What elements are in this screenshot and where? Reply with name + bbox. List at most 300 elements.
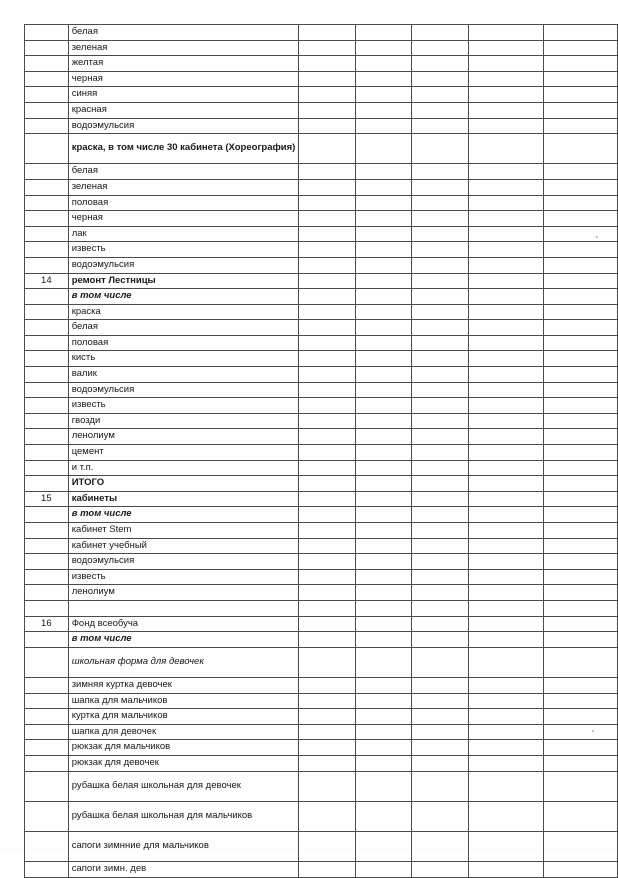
item-name-cell: известь	[68, 569, 299, 585]
empty-value-cell	[412, 600, 468, 616]
empty-value-cell	[299, 289, 355, 305]
empty-value-cell	[355, 304, 411, 320]
empty-value-cell	[355, 273, 411, 289]
table-row	[25, 831, 618, 861]
row-number-cell	[25, 600, 69, 616]
item-name-cell: известь	[68, 242, 299, 258]
empty-value-cell	[299, 118, 355, 134]
item-name-cell: черная	[68, 71, 299, 87]
item-name-cell: рюкзак для мальчиков	[68, 740, 299, 756]
empty-value-cell	[543, 367, 617, 383]
empty-value-cell	[355, 87, 411, 103]
empty-value-cell	[355, 538, 411, 554]
empty-value-cell	[412, 693, 468, 709]
table-row	[25, 771, 618, 801]
item-name-cell: рюкзак для девочек	[68, 755, 299, 771]
empty-value-cell	[355, 709, 411, 725]
item-name-cell: валик	[68, 367, 299, 383]
empty-value-cell	[412, 585, 468, 601]
item-name-cell: половая	[68, 195, 299, 211]
empty-value-cell	[355, 102, 411, 118]
empty-value-cell	[543, 351, 617, 367]
table-row	[25, 351, 618, 367]
empty-value-cell	[299, 273, 355, 289]
table-row	[25, 242, 618, 258]
empty-value-cell	[412, 554, 468, 570]
empty-value-cell	[299, 56, 355, 72]
row-number-cell	[25, 164, 69, 180]
empty-value-cell	[543, 226, 617, 242]
row-number-cell	[25, 429, 69, 445]
empty-value-cell	[468, 445, 543, 461]
row-number-cell	[25, 289, 69, 305]
empty-value-cell	[412, 491, 468, 507]
empty-value-cell	[355, 647, 411, 677]
materials-table	[24, 24, 618, 878]
empty-value-cell	[543, 647, 617, 677]
empty-value-cell	[468, 25, 543, 41]
table-row	[25, 600, 618, 616]
item-name-cell: ремонт Лестницы	[68, 273, 299, 289]
item-name-cell: рубашка белая школьная для мальчиков	[68, 801, 299, 831]
empty-value-cell	[299, 71, 355, 87]
table-row	[25, 724, 618, 740]
empty-value-cell	[299, 693, 355, 709]
row-number-cell	[25, 257, 69, 273]
item-name-cell: краска, в том числе 30 кабинета (Хореография)	[68, 134, 299, 164]
row-number-cell	[25, 460, 69, 476]
empty-value-cell	[299, 740, 355, 756]
empty-value-cell	[468, 413, 543, 429]
empty-value-cell	[468, 862, 543, 878]
empty-value-cell	[355, 724, 411, 740]
row-number-cell	[25, 476, 69, 492]
empty-value-cell	[355, 554, 411, 570]
item-name-cell: краска	[68, 304, 299, 320]
empty-value-cell	[543, 179, 617, 195]
empty-value-cell	[412, 740, 468, 756]
table-row	[25, 740, 618, 756]
empty-value-cell	[468, 616, 543, 632]
empty-value-cell	[299, 600, 355, 616]
empty-value-cell	[412, 755, 468, 771]
empty-value-cell	[299, 335, 355, 351]
empty-value-cell	[299, 226, 355, 242]
empty-value-cell	[412, 460, 468, 476]
empty-value-cell	[468, 491, 543, 507]
empty-value-cell	[299, 164, 355, 180]
empty-value-cell	[543, 445, 617, 461]
empty-value-cell	[299, 476, 355, 492]
empty-value-cell	[412, 179, 468, 195]
empty-value-cell	[468, 523, 543, 539]
empty-value-cell	[543, 118, 617, 134]
item-name-cell: в том числе	[68, 507, 299, 523]
empty-value-cell	[355, 289, 411, 305]
empty-value-cell	[412, 164, 468, 180]
table-row	[25, 398, 618, 414]
empty-value-cell	[412, 538, 468, 554]
empty-value-cell	[412, 709, 468, 725]
scan-speck	[596, 236, 598, 238]
empty-value-cell	[355, 179, 411, 195]
empty-value-cell	[412, 25, 468, 41]
row-number-cell	[25, 40, 69, 56]
empty-value-cell	[543, 398, 617, 414]
empty-value-cell	[355, 460, 411, 476]
empty-value-cell	[412, 523, 468, 539]
empty-value-cell	[468, 632, 543, 648]
empty-value-cell	[355, 523, 411, 539]
empty-value-cell	[355, 693, 411, 709]
empty-value-cell	[468, 102, 543, 118]
empty-value-cell	[355, 740, 411, 756]
table-row	[25, 507, 618, 523]
empty-value-cell	[543, 538, 617, 554]
empty-value-cell	[412, 211, 468, 227]
row-number-cell	[25, 831, 69, 861]
empty-value-cell	[355, 507, 411, 523]
empty-value-cell	[543, 677, 617, 693]
empty-value-cell	[543, 616, 617, 632]
empty-value-cell	[412, 351, 468, 367]
table-row	[25, 367, 618, 383]
item-name-cell: шапка для девочек	[68, 724, 299, 740]
item-name-cell: желтая	[68, 56, 299, 72]
table-row	[25, 56, 618, 72]
empty-value-cell	[468, 569, 543, 585]
empty-value-cell	[468, 56, 543, 72]
item-name-cell: гвозди	[68, 413, 299, 429]
empty-value-cell	[468, 335, 543, 351]
item-name-cell: красная	[68, 102, 299, 118]
empty-value-cell	[299, 507, 355, 523]
empty-value-cell	[299, 724, 355, 740]
empty-value-cell	[299, 40, 355, 56]
row-number-cell: 15	[25, 491, 69, 507]
empty-value-cell	[299, 709, 355, 725]
empty-value-cell	[543, 709, 617, 725]
empty-value-cell	[468, 179, 543, 195]
table-body	[25, 25, 618, 878]
empty-value-cell	[412, 335, 468, 351]
empty-value-cell	[412, 195, 468, 211]
empty-value-cell	[299, 304, 355, 320]
empty-value-cell	[543, 831, 617, 861]
empty-value-cell	[543, 507, 617, 523]
empty-value-cell	[543, 771, 617, 801]
empty-value-cell	[299, 257, 355, 273]
item-name-cell: ленолиум	[68, 429, 299, 445]
table-row	[25, 585, 618, 601]
empty-value-cell	[355, 164, 411, 180]
empty-value-cell	[468, 554, 543, 570]
empty-value-cell	[543, 211, 617, 227]
item-name-cell: цемент	[68, 445, 299, 461]
empty-value-cell	[543, 242, 617, 258]
empty-value-cell	[299, 398, 355, 414]
row-number-cell	[25, 740, 69, 756]
empty-value-cell	[412, 647, 468, 677]
empty-value-cell	[543, 71, 617, 87]
empty-value-cell	[412, 273, 468, 289]
empty-value-cell	[543, 304, 617, 320]
item-name-cell: школьная форма для девочек	[68, 647, 299, 677]
empty-value-cell	[412, 320, 468, 336]
empty-value-cell	[299, 25, 355, 41]
item-name-cell: сапоги зимнние для мальчиков	[68, 831, 299, 861]
table-row	[25, 382, 618, 398]
empty-value-cell	[355, 862, 411, 878]
empty-value-cell	[468, 211, 543, 227]
table-row	[25, 476, 618, 492]
empty-value-cell	[355, 831, 411, 861]
row-number-cell	[25, 507, 69, 523]
empty-value-cell	[468, 740, 543, 756]
table-row	[25, 413, 618, 429]
empty-value-cell	[543, 724, 617, 740]
empty-value-cell	[412, 616, 468, 632]
table-row	[25, 195, 618, 211]
empty-value-cell	[355, 71, 411, 87]
empty-value-cell	[543, 195, 617, 211]
empty-value-cell	[468, 476, 543, 492]
empty-value-cell	[412, 507, 468, 523]
table-row	[25, 755, 618, 771]
item-name-cell: шапка для мальчиков	[68, 693, 299, 709]
empty-value-cell	[355, 429, 411, 445]
empty-value-cell	[412, 40, 468, 56]
table-row	[25, 211, 618, 227]
empty-value-cell	[355, 616, 411, 632]
empty-value-cell	[299, 320, 355, 336]
item-name-cell: в том числе	[68, 632, 299, 648]
scan-speck	[592, 730, 594, 732]
empty-value-cell	[468, 398, 543, 414]
empty-value-cell	[543, 289, 617, 305]
empty-value-cell	[412, 569, 468, 585]
empty-value-cell	[468, 134, 543, 164]
row-number-cell: 16	[25, 616, 69, 632]
empty-value-cell	[412, 429, 468, 445]
table-row	[25, 801, 618, 831]
empty-value-cell	[355, 755, 411, 771]
item-name-cell: кисть	[68, 351, 299, 367]
empty-value-cell	[468, 242, 543, 258]
empty-value-cell	[468, 351, 543, 367]
empty-value-cell	[299, 616, 355, 632]
empty-value-cell	[299, 585, 355, 601]
empty-value-cell	[468, 273, 543, 289]
empty-value-cell	[299, 677, 355, 693]
empty-value-cell	[355, 801, 411, 831]
empty-value-cell	[412, 118, 468, 134]
item-name-cell	[68, 600, 299, 616]
table-row	[25, 569, 618, 585]
empty-value-cell	[412, 289, 468, 305]
empty-value-cell	[468, 118, 543, 134]
item-name-cell: зеленая	[68, 40, 299, 56]
empty-value-cell	[299, 647, 355, 677]
empty-value-cell	[543, 476, 617, 492]
empty-value-cell	[412, 476, 468, 492]
empty-value-cell	[355, 335, 411, 351]
empty-value-cell	[468, 226, 543, 242]
empty-value-cell	[299, 367, 355, 383]
row-number-cell	[25, 242, 69, 258]
row-number-cell	[25, 677, 69, 693]
empty-value-cell	[412, 257, 468, 273]
empty-value-cell	[468, 460, 543, 476]
row-number-cell	[25, 724, 69, 740]
empty-value-cell	[412, 724, 468, 740]
item-name-cell: ленолиум	[68, 585, 299, 601]
empty-value-cell	[299, 242, 355, 258]
empty-value-cell	[412, 632, 468, 648]
item-name-cell: водоэмульсия	[68, 554, 299, 570]
table-row	[25, 40, 618, 56]
row-number-cell	[25, 71, 69, 87]
item-name-cell: кабинет учебный	[68, 538, 299, 554]
empty-value-cell	[299, 771, 355, 801]
empty-value-cell	[543, 56, 617, 72]
row-number-cell	[25, 709, 69, 725]
row-number-cell	[25, 569, 69, 585]
empty-value-cell	[543, 862, 617, 878]
row-number-cell	[25, 118, 69, 134]
table-row	[25, 335, 618, 351]
empty-value-cell	[412, 242, 468, 258]
empty-value-cell	[543, 25, 617, 41]
item-name-cell: сапоги зимн. дев	[68, 862, 299, 878]
table-row	[25, 616, 618, 632]
table-row	[25, 179, 618, 195]
empty-value-cell	[412, 677, 468, 693]
empty-value-cell	[468, 724, 543, 740]
table-row	[25, 491, 618, 507]
empty-value-cell	[299, 211, 355, 227]
empty-value-cell	[355, 118, 411, 134]
table-row	[25, 118, 618, 134]
row-number-cell	[25, 445, 69, 461]
empty-value-cell	[355, 242, 411, 258]
row-number-cell	[25, 523, 69, 539]
empty-value-cell	[299, 134, 355, 164]
empty-value-cell	[543, 164, 617, 180]
empty-value-cell	[468, 709, 543, 725]
row-number-cell	[25, 801, 69, 831]
empty-value-cell	[412, 367, 468, 383]
empty-value-cell	[543, 801, 617, 831]
empty-value-cell	[299, 429, 355, 445]
empty-value-cell	[299, 460, 355, 476]
empty-value-cell	[468, 87, 543, 103]
empty-value-cell	[543, 632, 617, 648]
empty-value-cell	[468, 429, 543, 445]
empty-value-cell	[355, 367, 411, 383]
item-name-cell: и т.п.	[68, 460, 299, 476]
table-row	[25, 523, 618, 539]
table-row	[25, 71, 618, 87]
empty-value-cell	[543, 429, 617, 445]
empty-value-cell	[355, 491, 411, 507]
empty-value-cell	[468, 538, 543, 554]
empty-value-cell	[543, 102, 617, 118]
row-number-cell	[25, 367, 69, 383]
empty-value-cell	[468, 257, 543, 273]
empty-value-cell	[299, 801, 355, 831]
row-number-cell	[25, 398, 69, 414]
row-number-cell	[25, 195, 69, 211]
empty-value-cell	[543, 320, 617, 336]
empty-value-cell	[355, 476, 411, 492]
empty-value-cell	[355, 257, 411, 273]
empty-value-cell	[468, 367, 543, 383]
empty-value-cell	[299, 195, 355, 211]
empty-value-cell	[355, 445, 411, 461]
empty-value-cell	[412, 304, 468, 320]
table-row	[25, 25, 618, 41]
empty-value-cell	[468, 831, 543, 861]
empty-value-cell	[355, 134, 411, 164]
table-row	[25, 693, 618, 709]
empty-value-cell	[355, 211, 411, 227]
item-name-cell: лак	[68, 226, 299, 242]
empty-value-cell	[543, 755, 617, 771]
empty-value-cell	[299, 491, 355, 507]
empty-value-cell	[412, 71, 468, 87]
empty-value-cell	[355, 632, 411, 648]
empty-value-cell	[543, 273, 617, 289]
empty-value-cell	[355, 25, 411, 41]
row-number-cell	[25, 755, 69, 771]
empty-value-cell	[299, 523, 355, 539]
empty-value-cell	[543, 600, 617, 616]
row-number-cell	[25, 211, 69, 227]
table-row	[25, 304, 618, 320]
empty-value-cell	[299, 538, 355, 554]
empty-value-cell	[299, 179, 355, 195]
item-name-cell: рубашка белая школьная для девочек	[68, 771, 299, 801]
empty-value-cell	[355, 771, 411, 801]
item-name-cell: в том числе	[68, 289, 299, 305]
empty-value-cell	[543, 40, 617, 56]
item-name-cell: синяя	[68, 87, 299, 103]
empty-value-cell	[468, 677, 543, 693]
item-name-cell: черная	[68, 211, 299, 227]
empty-value-cell	[355, 569, 411, 585]
item-name-cell: водоэмульсия	[68, 257, 299, 273]
empty-value-cell	[543, 134, 617, 164]
item-name-cell: белая	[68, 164, 299, 180]
empty-value-cell	[355, 195, 411, 211]
item-name-cell: ИТОГО	[68, 476, 299, 492]
empty-value-cell	[412, 87, 468, 103]
empty-value-cell	[412, 134, 468, 164]
empty-value-cell	[412, 102, 468, 118]
empty-value-cell	[468, 382, 543, 398]
empty-value-cell	[299, 87, 355, 103]
empty-value-cell	[412, 226, 468, 242]
empty-value-cell	[468, 755, 543, 771]
item-name-cell: кабинеты	[68, 491, 299, 507]
empty-value-cell	[412, 862, 468, 878]
table-row	[25, 632, 618, 648]
empty-value-cell	[543, 335, 617, 351]
table-row	[25, 289, 618, 305]
table-row	[25, 134, 618, 164]
table-row	[25, 273, 618, 289]
